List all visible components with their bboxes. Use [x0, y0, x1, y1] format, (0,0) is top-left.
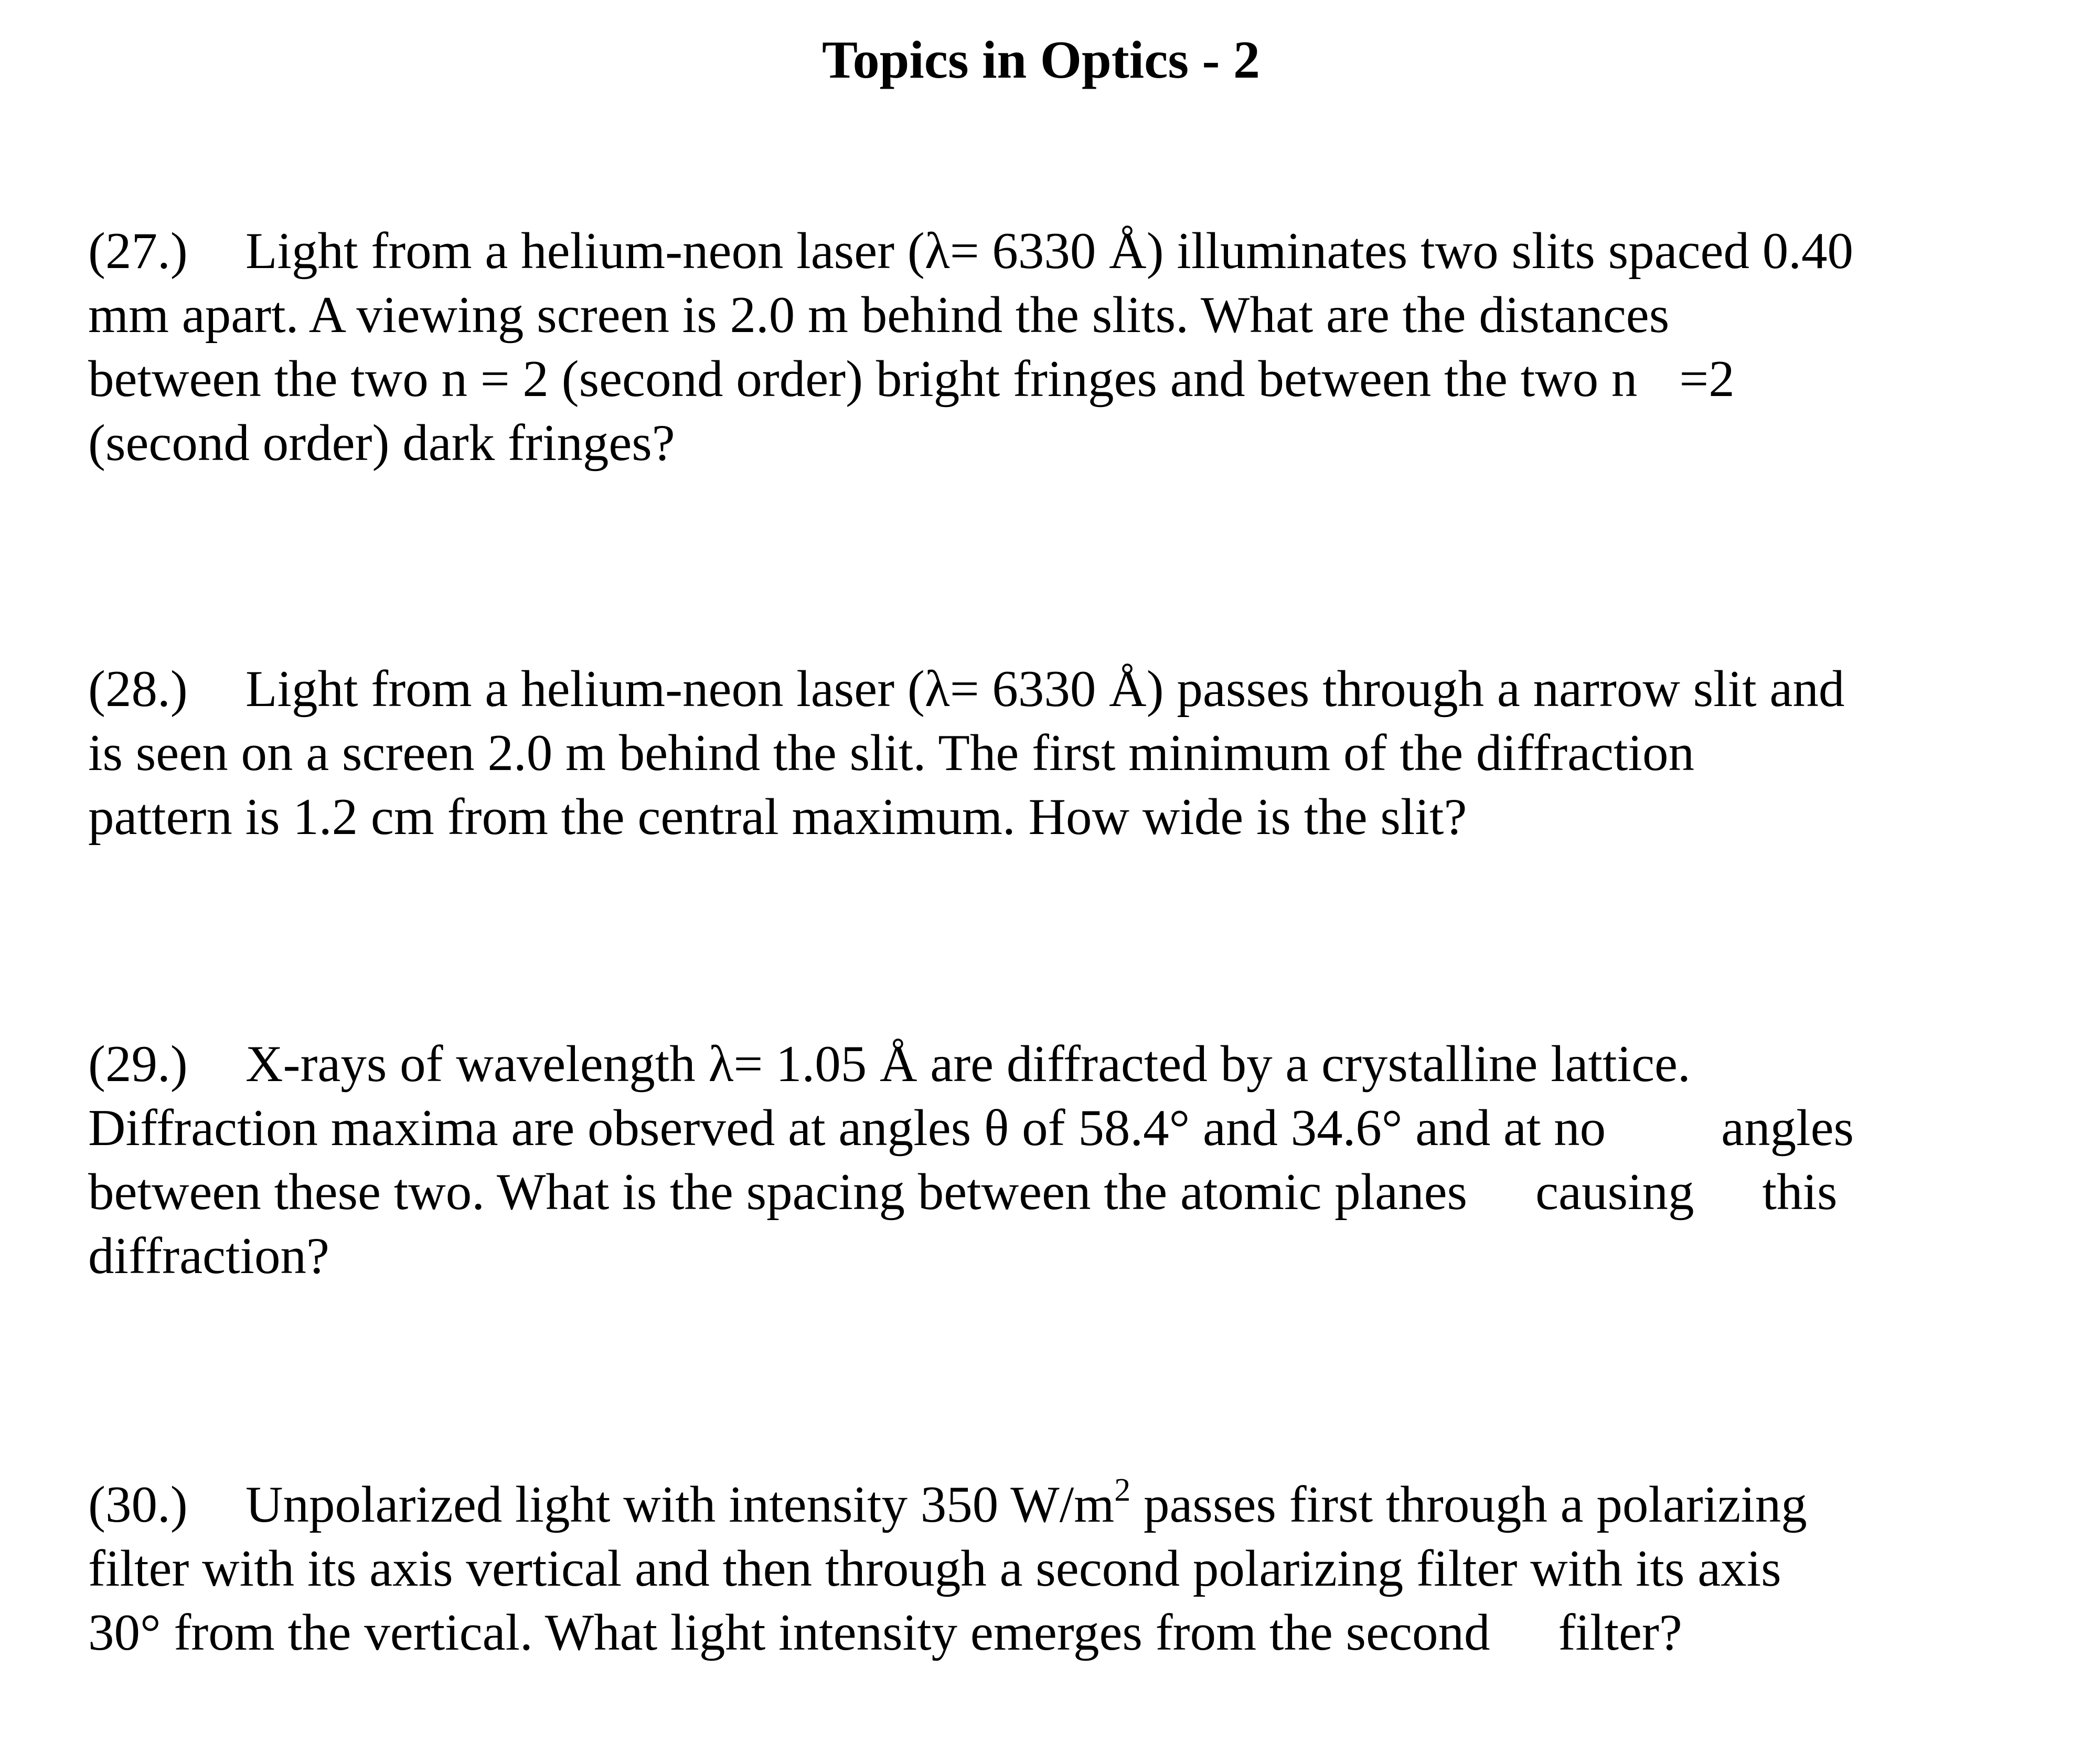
problem-27: [88, 219, 2008, 475]
problem-number: (27.): [88, 222, 188, 280]
problem-text: causing: [1535, 1163, 1694, 1221]
problem-text: passes first through a polarizing: [1143, 1476, 1807, 1533]
problem-text: between the two n = 2 (second order) bright fringes and between the two n: [88, 350, 1638, 408]
problem-text: Light from a helium-neon laser (λ= 6330 Å) illuminates two slits spaced 0.40: [245, 222, 1853, 280]
problem-line: [88, 1032, 2008, 1096]
problem-text: Light from a helium-neon laser (λ= 6330 Å) passes through a narrow slit and: [245, 660, 1845, 718]
problem-line: [88, 1473, 2008, 1537]
problem-line: [88, 347, 2008, 411]
problem-line: (second order) dark fringes?: [88, 414, 675, 472]
problem-line: mm apart. A viewing screen is 2.0 m behind the slits. What are the distances: [88, 286, 1670, 344]
page-title: Topics in Optics - 2: [821, 30, 1261, 90]
problem-text: 30° from the vertical. What light intensity emerges from the second: [88, 1604, 1490, 1661]
problem-text: X-rays of wavelength λ= 1.05 Å are diffracted by a crystalline lattice.: [245, 1035, 1691, 1093]
problem-number: (29.): [88, 1035, 188, 1093]
problem-line: filter with its axis vertical and then through a second polarizing filter with its axis: [88, 1540, 1781, 1597]
problem-text: between these two. What is the spacing between the atomic planes: [88, 1163, 1468, 1221]
problem-line: [88, 219, 2008, 283]
problem-line: [88, 1601, 2008, 1665]
problem-line: [88, 1160, 2008, 1224]
problem-text: =2: [1679, 350, 1735, 408]
problem-text: angles: [1721, 1099, 1854, 1157]
problem-line: pattern is 1.2 cm from the central maximum. How wide is the slit?: [88, 788, 1467, 846]
superscript: 2: [1114, 1472, 1131, 1508]
problem-line: is seen on a screen 2.0 m behind the slit. The first minimum of the diffraction: [88, 724, 1694, 782]
problem-text: filter?: [1558, 1604, 1682, 1661]
problem-line: [88, 657, 2008, 721]
problem-number: (28.): [88, 660, 188, 718]
problem-text: this: [1762, 1163, 1838, 1221]
problem-number: (30.): [88, 1476, 188, 1533]
problem-text: Unpolarized light with intensity 350 W/m: [245, 1476, 1115, 1533]
problem-line: diffraction?: [88, 1227, 329, 1285]
problem-29: [88, 1032, 2008, 1288]
problem-28: [88, 657, 2008, 849]
problem-30: [88, 1473, 2008, 1665]
problem-line: [88, 1096, 2008, 1160]
problem-text: Diffraction maxima are observed at angles θ of 58.4° and 34.6° and at no: [88, 1099, 1606, 1157]
